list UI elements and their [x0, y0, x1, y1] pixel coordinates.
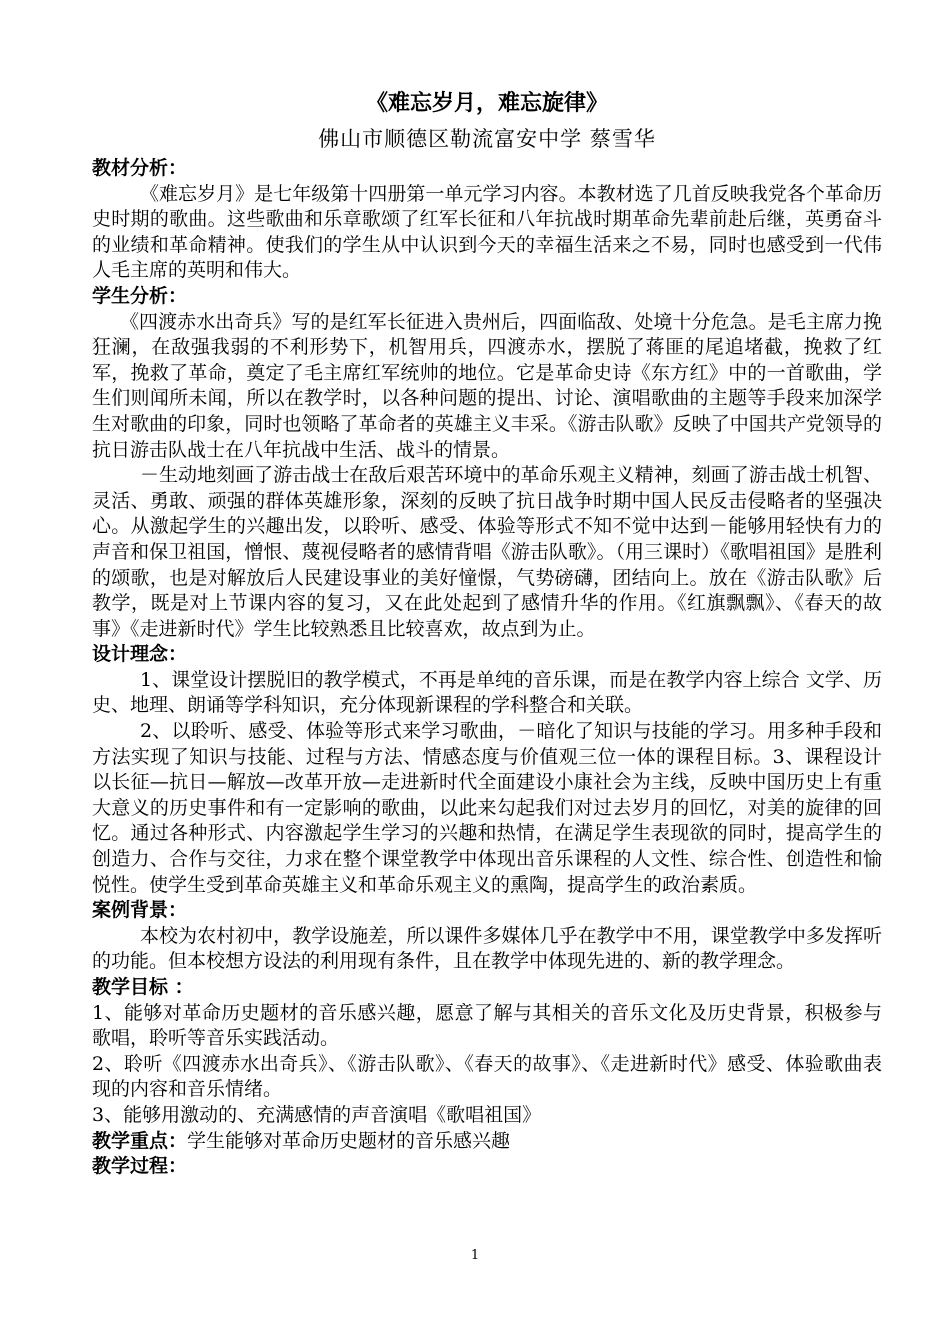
- heading-textbook-analysis: 教材分析：: [92, 157, 188, 179]
- paragraph-textbook-analysis: 《难忘岁月》是七年级第十四册第一单元学习内容。本教材选了几首反映我党各个革命历史时期的歌曲。这些歌曲和乐章歌颂了红军长征和八年抗战时期革命先辈前赴后继，英勇奋斗的业绩和革命精神。使我们的学生从中认识到今天的幸福生活来之不易，同时也感受到一代伟人毛主席的英明和伟大。: [92, 182, 882, 282]
- heading-key-point: 教学重点：: [92, 1129, 188, 1152]
- document-body: [92, 88, 882, 1180]
- paragraph-design-concept-1: 1、课堂设计摆脱旧的教学模式，不再是单纯的音乐课，而是在教学内容上综合 文学、历史、地理、朗诵等学科知识，充分体现新课程的学科整合和关联。: [92, 668, 882, 717]
- teaching-key-point: [92, 1129, 882, 1155]
- heading-teaching-process: 教学过程：: [92, 1155, 188, 1178]
- document-title: 《难忘岁月，难忘旋律》: [365, 90, 608, 116]
- key-point-text: 学生能够对革命历史题材的音乐感兴趣: [187, 1129, 511, 1152]
- paragraph-student-analysis-1: 《四渡赤水出奇兵》写的是红军长征进入贵州后，四面临敌、处境十分危急。是毛主席力挽狂澜，在敌强我弱的不利形势下，机智用兵，四渡赤水，摆脱了蒋匪的尾追堵截，挽救了红军，挽救了革命，奠定了毛主席红军统帅的地位。它是革命史诗《东方红》中的一首歌曲，学生们则闻所未闻，所以在教学时，以各种问题的提出、讨论、演唱歌曲的主题等手段来加深学生对歌曲的印象，同时也领略了革命者的英雄主义丰采。《游击队歌》反映了中国共产党领导的抗日游击队战士在八年抗战中生活、战斗的情景。: [92, 310, 882, 461]
- paragraph-student-analysis-2: －生动地刻画了游击战士在敌后艰苦环境中的革命乐观主义精神，刻画了游击战士机智、灵活、勇敢、顽强的群体英雄形象，深刻的反映了抗日战争时期中国人民反击侵略者的坚强决心。从激起学生的兴趣出发，以聆听、感受、体验等形式不知不觉中达到－能够用轻快有力的声音和保卫祖国，憎恨、蔑视侵略者的感情背唱《游击队歌》。（用三课时）《歌唱祖国》是胜利的颂歌，也是对解放后人民建设事业的美好憧憬，气势磅礴，团结向上。放在《游击队歌》后教学，既是对上节课内容的复习，又在此处起到了感情升华的作用。《红旗飘飘》、《春天的故事》《走进新时代》学生比较熟悉且比较喜欢，故点到为止。: [92, 464, 882, 640]
- list-item-goal-3: 3、能够用激动的、充满感情的声音演唱《歌唱祖国》: [92, 1103, 542, 1126]
- paragraph-case-background: 本校为农村初中，教学设施差，所以课件多媒体几乎在教学中不用，课堂教学中多发挥听的功能。但本校想方设法的利用现有条件，且在教学中体现先进的、新的教学理念。: [92, 924, 882, 973]
- heading-case-background: 案例背景：: [92, 899, 188, 922]
- document-author: 佛山市顺德区勒流富安中学 蔡雪华: [318, 127, 656, 151]
- list-item-goal-1: 1、能够对革命历史题材的音乐感兴趣，愿意了解与其相关的音乐文化及历史背景，积极参与歌唱，聆听等音乐实践活动。: [92, 1001, 882, 1050]
- heading-student-analysis: 学生分析：: [92, 284, 188, 307]
- paragraph-design-concept-2: 2、以聆听、感受、体验等形式来学习歌曲，－暗化了知识与技能的学习。用多种手段和方法实现了知识与技能、过程与方法、情感态度与价值观三位一体的课程目标。3、课程设计以长征—抗日—解放—改革开放—走进新时代全面建设小康社会为主线，反映中国历史上有重大意义的历史事件和有一定影响的歌曲，以此来勾起我们对过去岁月的回忆，对美的旋律的回忆。通过各种形式、内容激起学生学习的兴趣和热情，在满足学生表现欲的同时，提高学生的创造力、合作与交往，力求在整个课堂教学中体现出音乐课程的人文性、综合性、创造性和愉悦性。使学生受到革命英雄主义和革命乐观主义的熏陶，提高学生的政治素质。: [92, 720, 882, 896]
- list-item-goal-2: 2、聆听《四渡赤水出奇兵》、《游击队歌》、《春天的故事》、《走进新时代》感受、体验歌曲表现的内容和音乐情绪。: [92, 1052, 882, 1101]
- heading-teaching-goals: 教学目标 ：: [92, 976, 194, 998]
- heading-design-concept: 设计理念：: [92, 643, 188, 666]
- page-number: 1: [470, 1248, 480, 1263]
